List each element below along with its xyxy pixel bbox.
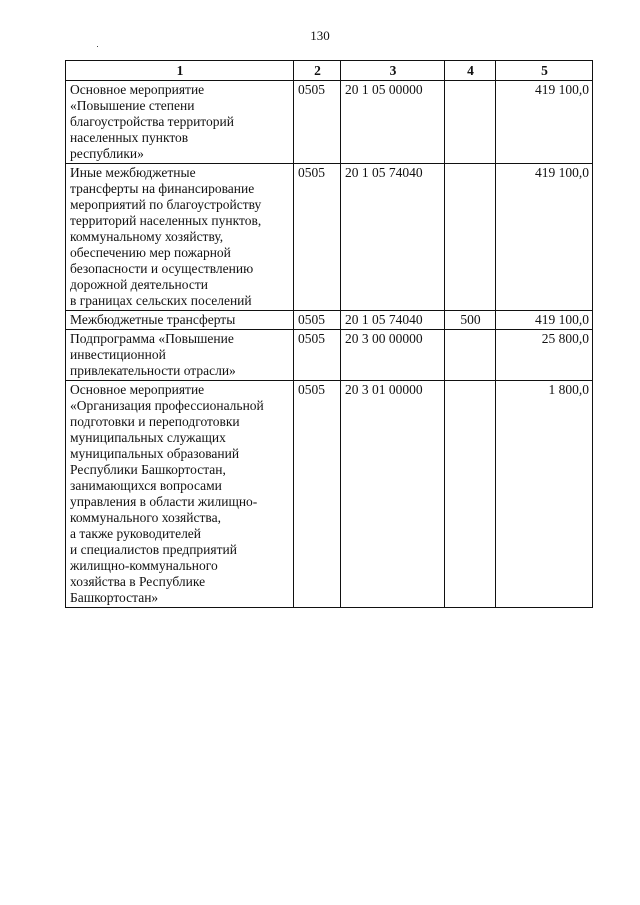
row-name-line: трансферты на финансирование bbox=[70, 181, 255, 196]
table-row bbox=[66, 164, 593, 311]
row-name-line: подготовки и переподготовки bbox=[70, 414, 240, 429]
target-article-cell: 20 1 05 74040 bbox=[341, 164, 445, 311]
amount-cell: 1 800,0 bbox=[496, 381, 593, 608]
row-name-line: благоустройства территорий bbox=[70, 114, 234, 129]
expense-type-cell bbox=[445, 381, 496, 608]
row-name-line: хозяйства в Республике bbox=[70, 574, 206, 589]
table-header-row bbox=[66, 61, 593, 81]
row-name-line: Основное мероприятие bbox=[70, 82, 205, 97]
section-code-cell: 0505 bbox=[294, 381, 341, 608]
row-name-line: муниципальных служащих bbox=[70, 430, 226, 445]
amount-cell: 419 100,0 bbox=[496, 311, 593, 330]
row-name-cell bbox=[66, 311, 294, 330]
row-name-line: дорожной деятельности bbox=[70, 277, 208, 292]
section-code-cell: 0505 bbox=[294, 164, 341, 311]
header-col-1: 1 bbox=[66, 61, 294, 81]
row-name-line: Подпрограмма «Повышение bbox=[70, 331, 234, 346]
row-name-line: безопасности и осуществлению bbox=[70, 261, 254, 276]
row-name-line: занимающихся вопросами bbox=[70, 478, 222, 493]
row-name-line: и специалистов предприятий bbox=[70, 542, 237, 557]
row-name-line: Иные межбюджетные bbox=[70, 165, 196, 180]
row-name-line: Республики Башкортостан, bbox=[70, 462, 226, 477]
amount-cell: 419 100,0 bbox=[496, 81, 593, 164]
row-name-line: Межбюджетные трансферты bbox=[70, 312, 236, 327]
row-name-line: мероприятий по благоустройству bbox=[70, 197, 262, 212]
section-code-cell: 0505 bbox=[294, 330, 341, 381]
table-body bbox=[66, 81, 593, 608]
row-name-line: территорий населенных пунктов, bbox=[70, 213, 262, 228]
table-row bbox=[66, 381, 593, 608]
row-name-line: инвестиционной bbox=[70, 347, 166, 362]
row-name-line: «Повышение степени bbox=[70, 98, 195, 113]
row-name-line: «Организация профессиональной bbox=[70, 398, 264, 413]
table-row bbox=[66, 81, 593, 164]
header-col-5: 5 bbox=[496, 61, 593, 81]
expense-type-cell: 500 bbox=[445, 311, 496, 330]
row-name-line: коммунальному хозяйству, bbox=[70, 229, 224, 244]
amount-cell: 419 100,0 bbox=[496, 164, 593, 311]
target-article-cell: 20 3 01 00000 bbox=[341, 381, 445, 608]
row-name-line: жилищно-коммунального bbox=[70, 558, 218, 573]
target-article-cell: 20 1 05 74040 bbox=[341, 311, 445, 330]
row-name-cell bbox=[66, 381, 294, 608]
amount-cell: 25 800,0 bbox=[496, 330, 593, 381]
table-row bbox=[66, 311, 593, 330]
scan-speck bbox=[97, 46, 98, 47]
header-col-3: 3 bbox=[341, 61, 445, 81]
expense-type-cell bbox=[445, 330, 496, 381]
row-name-line: коммунального хозяйства, bbox=[70, 510, 221, 525]
page-number: 130 bbox=[310, 28, 330, 43]
row-name-line: привлекательности отрасли» bbox=[70, 363, 236, 378]
row-name-line: управления в области жилищно- bbox=[70, 494, 258, 509]
row-name-line: а также руководителей bbox=[70, 526, 202, 541]
expense-type-cell bbox=[445, 164, 496, 311]
target-article-cell: 20 1 05 00000 bbox=[341, 81, 445, 164]
row-name-line: республики» bbox=[70, 146, 144, 161]
row-name-cell bbox=[66, 81, 294, 164]
table-row bbox=[66, 330, 593, 381]
section-code-cell: 0505 bbox=[294, 311, 341, 330]
section-code-cell: 0505 bbox=[294, 81, 341, 164]
row-name-line: Основное мероприятие bbox=[70, 382, 205, 397]
row-name-line: Башкортостан» bbox=[70, 590, 159, 605]
expense-type-cell bbox=[445, 81, 496, 164]
row-name-line: обеспечению мер пожарной bbox=[70, 245, 231, 260]
target-article-cell: 20 3 00 00000 bbox=[341, 330, 445, 381]
row-name-cell bbox=[66, 330, 294, 381]
header-col-4: 4 bbox=[445, 61, 496, 81]
header-col-2: 2 bbox=[294, 61, 341, 81]
row-name-line: населенных пунктов bbox=[70, 130, 189, 145]
row-name-line: в границах сельских поселений bbox=[70, 293, 252, 308]
row-name-cell bbox=[66, 164, 294, 311]
budget-table bbox=[65, 60, 593, 608]
row-name-line: муниципальных образований bbox=[70, 446, 240, 461]
